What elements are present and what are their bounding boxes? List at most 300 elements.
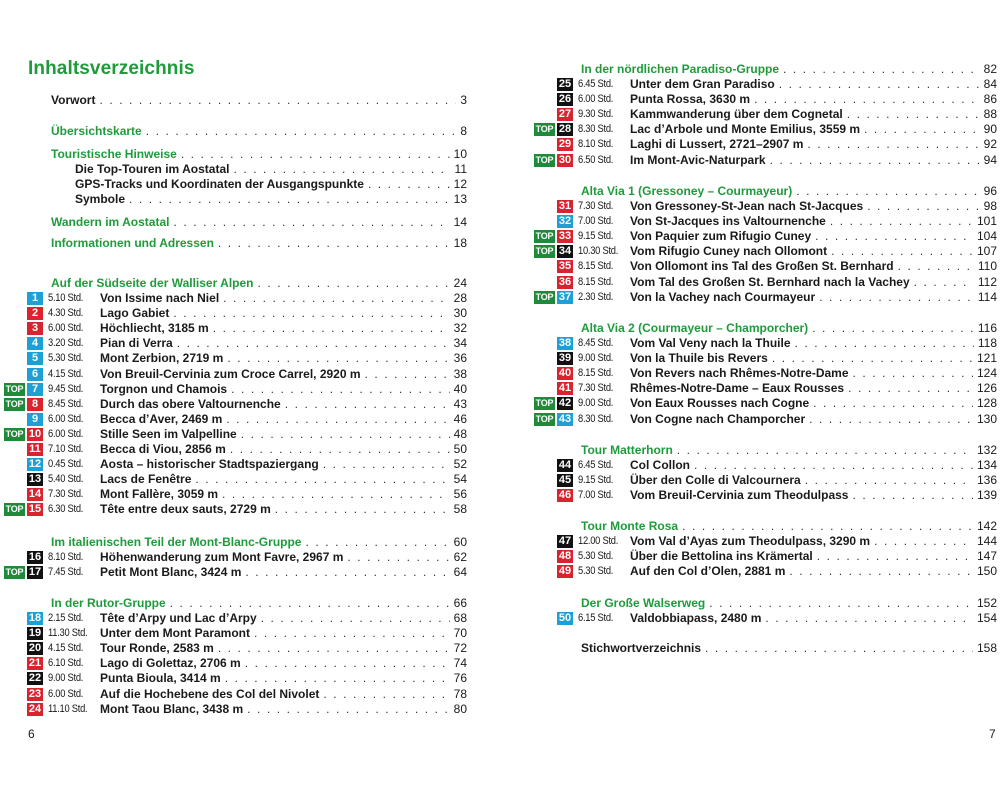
tour-entry[interactable]	[100, 321, 467, 336]
tour-entry-text: Von Cogne nach Champorcher	[630, 411, 806, 426]
tour-entry[interactable]	[630, 153, 997, 168]
tour-duration: 6.00 Std.	[48, 322, 84, 335]
tour-entry-page: 50	[453, 442, 467, 456]
dot-leader	[848, 381, 973, 396]
tour-entry[interactable]	[630, 92, 997, 107]
tour-number-badge: 33	[558, 230, 572, 243]
tour-entry[interactable]	[630, 488, 997, 503]
section-heading-page: 116	[977, 321, 997, 335]
tour-entry-page: 110	[977, 259, 997, 274]
tour-entry-page: 86	[983, 92, 997, 107]
tour-entry[interactable]	[630, 275, 997, 290]
section-heading-text: In der Rutor-Gruppe	[51, 596, 166, 610]
tour-entry[interactable]	[630, 137, 997, 152]
tour-number-badge: 21	[28, 657, 42, 670]
tour-entry[interactable]	[100, 397, 467, 412]
tour-entry-text: Vom Val Veny nach la Thuile	[630, 336, 791, 350]
dot-leader	[705, 641, 973, 656]
tour-entry-text: Von Issime nach Niel	[100, 291, 220, 305]
dot-leader	[173, 215, 449, 230]
section-heading-text: Tour Monte Rosa	[581, 519, 679, 533]
tour-entry-text: Von Breuil-Cervinia zum Croce Carrel, 2920 m	[100, 366, 361, 381]
tour-entry[interactable]	[100, 687, 467, 702]
tour-entry[interactable]	[630, 473, 997, 488]
dot-leader	[819, 290, 974, 305]
tour-entry[interactable]	[100, 550, 467, 565]
dot-leader	[170, 596, 450, 611]
tour-entry-text: Becca d’Aver, 2469 m	[100, 411, 223, 426]
tour-entry[interactable]	[630, 549, 997, 564]
dot-leader	[285, 397, 450, 412]
tour-entry[interactable]	[630, 458, 997, 473]
tour-number-badge: 34	[558, 245, 572, 258]
tour-number-badge: 7	[27, 383, 43, 396]
tour-duration: 7.30 Std.	[578, 382, 614, 395]
tour-entry[interactable]	[100, 502, 467, 517]
toc-entry-text: Die Top-Touren im Aostatal	[75, 162, 230, 176]
tour-number-badge: 27	[558, 108, 572, 121]
top-badge: TOP	[5, 504, 24, 515]
tour-entry-page: 84	[983, 77, 997, 91]
tour-number-badge: 4	[27, 337, 43, 350]
top-badge: TOP	[5, 398, 24, 409]
tour-entry[interactable]	[100, 336, 467, 351]
tour-entry-text: Unter dem Gran Paradiso	[630, 77, 775, 91]
tour-duration: 0.45 Std.	[48, 458, 84, 471]
dot-leader	[218, 236, 450, 251]
tour-entry-text: Mont Taou Blanc, 3438 m	[100, 701, 244, 716]
tour-duration: 8.45 Std.	[48, 397, 84, 410]
dot-leader	[754, 92, 980, 107]
tour-entry-page: 130	[976, 411, 997, 426]
tour-entry[interactable]	[100, 427, 467, 442]
tour-entry-text: Über den Colle di Valcournera	[630, 473, 801, 488]
section-heading[interactable]	[581, 519, 997, 534]
tour-duration: 8.15 Std.	[578, 367, 614, 380]
dot-leader	[914, 275, 974, 290]
tour-entry-page: 43	[453, 396, 467, 411]
toc-entry[interactable]	[51, 215, 467, 230]
tour-entry-text: Vom Tal des Großen St. Bernhard nach la Vachey	[630, 274, 910, 289]
tour-entry-text: Über die Bettolina ins Krämertal	[630, 549, 813, 564]
tour-entry-text: Lacs de Fenêtre	[100, 472, 192, 487]
tour-duration: 5.30 Std.	[578, 550, 614, 563]
dot-leader	[694, 458, 973, 473]
tour-entry-text: Lac d’Arbole und Monte Emilius, 3559 m	[630, 122, 861, 137]
section-heading[interactable]	[581, 62, 997, 77]
toc-entry-page: 12	[453, 177, 467, 191]
tour-number-badge: 50	[558, 612, 572, 624]
tour-entry[interactable]	[100, 367, 467, 382]
tour-entry-page: 34	[453, 336, 467, 351]
tour-entry-page: 121	[976, 351, 997, 366]
top-badge: TOP	[535, 398, 554, 409]
tour-entry[interactable]	[100, 565, 467, 580]
tour-entry-page: 38	[453, 366, 467, 381]
tour-entry[interactable]	[630, 244, 997, 259]
dot-leader	[225, 671, 450, 686]
dot-leader	[195, 472, 449, 487]
tour-entry[interactable]	[100, 306, 467, 321]
tour-entry-text: Laghi di Lussert, 2721–2907 m	[630, 137, 804, 152]
tour-entry[interactable]	[100, 487, 467, 502]
toc-entry-text: Touristische Hinweise	[51, 147, 177, 161]
tour-entry-text: Vom Rifugio Cuney nach Ollomont	[630, 244, 828, 259]
tour-entry[interactable]	[100, 412, 467, 427]
tour-entry-text: Kammwanderung über dem Cognetal	[630, 107, 843, 122]
tour-number-badge: 41	[558, 382, 572, 395]
tour-entry[interactable]	[630, 290, 997, 305]
tour-number-badge: 37	[558, 290, 572, 303]
tour-entry[interactable]	[100, 702, 467, 717]
tour-entry-text: Von St-Jacques ins Valtournenche	[630, 214, 826, 229]
tour-entry-page: 92	[983, 137, 997, 152]
tour-entry-page: 80	[453, 701, 467, 716]
dot-leader	[146, 124, 457, 139]
tour-entry-page: 46	[453, 411, 467, 426]
tour-number-badge: 6	[27, 368, 43, 381]
tour-duration: 5.40 Std.	[48, 473, 84, 486]
dot-leader	[254, 626, 450, 641]
dot-leader	[181, 147, 450, 162]
tour-entry[interactable]	[630, 366, 997, 381]
tour-number-badge: 30	[558, 153, 572, 166]
tour-number-badge: 17	[28, 566, 42, 579]
tour-entry-text: Höhenwanderung zum Mont Favre, 2967 m	[100, 550, 344, 564]
dot-leader	[874, 534, 973, 549]
tour-entry[interactable]	[100, 656, 467, 671]
tour-number-badge: 2	[27, 307, 43, 320]
top-badge: TOP	[535, 291, 554, 302]
tour-duration: 5.10 Std.	[48, 292, 84, 304]
tour-duration: 7.00 Std.	[578, 215, 614, 228]
tour-number-badge: 40	[558, 367, 572, 380]
toc-entry[interactable]	[51, 93, 467, 108]
tour-duration: 11.30 Std.	[48, 627, 88, 640]
tour-duration: 6.15 Std.	[578, 612, 614, 624]
dot-leader	[245, 565, 449, 580]
section-heading[interactable]	[581, 443, 997, 458]
toc-entry-page: 10	[453, 147, 467, 161]
tour-entry-text: Von la Thuile bis Revers	[630, 351, 768, 366]
tour-entry[interactable]	[630, 381, 997, 396]
tour-duration: 8.15 Std.	[578, 260, 614, 273]
dot-leader	[230, 442, 450, 457]
dot-leader	[223, 291, 449, 306]
tour-number-badge: 28	[558, 123, 572, 136]
tour-duration: 9.00 Std.	[578, 397, 614, 410]
section-heading-page: 96	[983, 184, 997, 198]
toc-entry-text: Übersichtskarte	[51, 124, 142, 138]
tour-entry-text: Becca di Viou, 2856 m	[100, 442, 226, 456]
tour-entry-page: 139	[976, 488, 997, 503]
tour-number-badge: 35	[558, 260, 572, 273]
toc-entry[interactable]	[75, 192, 467, 207]
tour-entry-page: 104	[976, 229, 997, 244]
dot-leader	[867, 199, 979, 214]
section-heading-page: 152	[976, 596, 997, 610]
tour-duration: 6.00 Std.	[48, 412, 84, 425]
section-heading-page: 82	[983, 62, 997, 76]
tour-entry[interactable]	[100, 641, 467, 656]
tour-duration: 6.45 Std.	[578, 78, 614, 90]
tour-entry[interactable]	[100, 472, 467, 487]
dot-leader	[177, 336, 450, 351]
tour-entry-page: 54	[453, 472, 467, 487]
top-badge: TOP	[535, 246, 554, 257]
tour-number-badge: 42	[558, 397, 572, 410]
tour-entry-text: Von Revers nach Rhêmes-Notre-Dame	[630, 366, 849, 381]
section-heading[interactable]	[581, 596, 997, 611]
tour-duration: 4.30 Std.	[48, 307, 84, 320]
tour-entry-text: Torgnon und Chamois	[100, 381, 228, 396]
tour-duration: 11.10 Std.	[48, 702, 88, 715]
tour-entry-page: 112	[977, 274, 997, 289]
tour-number-badge: 12	[28, 458, 42, 471]
tour-duration: 10.30 Std.	[578, 245, 619, 258]
tour-entry-page: 52	[453, 457, 467, 472]
tour-entry-text: Auf den Col d’Olen, 2881 m	[630, 564, 786, 579]
section-heading[interactable]	[51, 596, 467, 611]
tour-entry[interactable]	[630, 214, 997, 229]
section-heading-text: In der nördlichen Paradiso-Gruppe	[581, 62, 780, 76]
tour-duration: 5.30 Std.	[578, 565, 614, 578]
toc-entry-page: 18	[453, 236, 467, 250]
dot-leader	[247, 702, 450, 717]
dot-leader	[213, 321, 450, 336]
tour-duration: 6.00 Std.	[578, 93, 614, 106]
tour-entry[interactable]	[100, 626, 467, 641]
dot-leader	[765, 611, 973, 626]
tour-number-badge: 45	[558, 474, 572, 487]
section-heading-text: Auf der Südseite der Walliser Alpen	[51, 276, 254, 290]
dot-leader	[770, 153, 980, 168]
toc-entry[interactable]	[75, 177, 467, 192]
tour-entry-text: Von Eaux Rousses nach Cogne	[630, 396, 810, 411]
tour-entry-page: 72	[453, 641, 467, 656]
tour-entry-page: 78	[453, 686, 467, 701]
section-heading-text: Alta Via 1 (Gressoney – Courmayeur)	[581, 184, 793, 198]
dot-leader	[815, 229, 973, 244]
tour-duration: 2.30 Std.	[578, 290, 614, 303]
tour-entry-text: Von Paquier zum Rifugio Cuney	[630, 229, 812, 244]
page-number-right: 7	[989, 727, 996, 741]
tour-number-badge: 32	[558, 215, 572, 228]
section-heading[interactable]	[581, 184, 997, 199]
tour-number-badge: 11	[27, 443, 43, 456]
tour-duration: 9.15 Std.	[578, 474, 614, 487]
tour-entry[interactable]	[630, 412, 997, 427]
tour-number-badge: 9	[27, 413, 43, 426]
tour-duration: 7.00 Std.	[578, 489, 614, 502]
tour-entry[interactable]	[100, 382, 467, 397]
tour-duration: 6.00 Std.	[48, 427, 84, 440]
tour-entry[interactable]	[100, 442, 467, 457]
tour-duration: 8.10 Std.	[48, 551, 84, 563]
tour-entry[interactable]	[100, 351, 467, 366]
tour-entry-text: Im Mont-Avic-Naturpark	[630, 152, 766, 167]
tour-duration: 5.30 Std.	[48, 352, 84, 365]
tour-number-badge: 44	[558, 459, 572, 471]
dot-leader	[779, 77, 980, 92]
tour-entry-page: 56	[453, 487, 467, 502]
dot-leader	[830, 214, 973, 229]
tour-entry-text: Rhêmes-Notre-Dame – Eaux Rousses	[630, 381, 845, 396]
tour-entry-page: 90	[983, 122, 997, 137]
section-heading-page: 60	[453, 535, 467, 549]
tour-entry-page: 150	[976, 564, 997, 579]
tour-entry-page: 32	[453, 321, 467, 336]
tour-entry-text: Tour Ronde, 2583 m	[100, 641, 214, 656]
tour-entry[interactable]	[630, 396, 997, 411]
tour-entry[interactable]	[630, 611, 997, 626]
dot-leader	[709, 596, 973, 611]
section-heading-text: Alta Via 2 (Courmayeur – Champorcher)	[581, 321, 809, 335]
tour-entry-text: Unter dem Mont Paramont	[100, 626, 251, 641]
toc-entry[interactable]	[51, 147, 467, 162]
dot-leader	[807, 137, 979, 152]
tour-duration: 7.45 Std.	[48, 566, 84, 579]
tour-entry-text: Vom Breuil-Cervinia zum Theodulpass	[630, 488, 849, 503]
tour-entry-text: Col Collon	[630, 458, 690, 472]
section-heading-text: Der Große Walserweg	[581, 596, 706, 610]
tour-entry-text: Tête entre deux sauts, 2729 m	[100, 502, 271, 517]
tour-entry-page: 98	[983, 199, 997, 213]
tour-entry[interactable]	[630, 564, 997, 579]
tour-number-badge: 13	[28, 473, 42, 486]
dot-leader	[812, 321, 974, 336]
tour-entry-text: Valdobbiapass, 2480 m	[630, 611, 762, 625]
tour-entry[interactable]	[630, 77, 997, 92]
toc-entry[interactable]	[51, 124, 467, 139]
tour-number-badge: 23	[28, 687, 42, 700]
tour-number-badge: 5	[27, 352, 43, 365]
toc-entry[interactable]	[51, 236, 467, 251]
tour-entry-page: 101	[976, 214, 997, 229]
tour-entry[interactable]	[630, 259, 997, 274]
tour-duration: 7.30 Std.	[578, 200, 614, 212]
tour-entry-page: 70	[453, 626, 467, 641]
section-heading[interactable]	[51, 276, 467, 291]
tour-entry[interactable]	[630, 351, 997, 366]
tour-entry-text: Von la Vachey nach Courmayeur	[630, 289, 816, 304]
tour-entry-page: 147	[976, 549, 997, 564]
tour-entry-text: Mont Zerbion, 2719 m	[100, 351, 224, 366]
section-heading[interactable]	[581, 321, 997, 336]
tour-number-badge: 25	[558, 78, 572, 90]
tour-duration: 6.10 Std.	[48, 657, 84, 670]
tour-entry-page: 107	[976, 244, 997, 259]
tour-number-badge: 43	[558, 412, 572, 425]
toc-entry-index-text: Stichwortverzeichnis	[581, 641, 702, 655]
dot-leader	[226, 412, 449, 427]
tour-duration: 12.00 Std.	[578, 535, 619, 547]
dot-leader	[805, 473, 973, 488]
toc-entry-text: Informationen und Adressen	[51, 236, 214, 250]
tour-entry-text: Tête d’Arpy und Lac d’Arpy	[100, 611, 257, 625]
dot-leader	[258, 276, 450, 291]
top-badge: TOP	[5, 383, 24, 394]
tour-duration: 6.00 Std.	[48, 687, 84, 700]
tour-number-badge: 20	[28, 642, 42, 655]
tour-entry[interactable]	[630, 336, 997, 351]
tour-entry-text: Aosta – historischer Stadtspaziergang	[100, 457, 319, 472]
dot-leader	[261, 611, 450, 626]
tour-entry[interactable]	[100, 291, 467, 306]
section-heading-text: Im italienischen Teil der Mont-Blanc-Gruppe	[51, 535, 302, 549]
tour-entry[interactable]	[100, 611, 467, 626]
tour-entry[interactable]	[630, 229, 997, 244]
tour-number-badge: 39	[558, 352, 572, 365]
tour-entry[interactable]	[100, 671, 467, 686]
dot-leader	[323, 687, 449, 702]
tour-number-badge: 48	[558, 550, 572, 563]
dot-leader	[241, 427, 450, 442]
section-heading[interactable]	[51, 535, 467, 550]
tour-entry-text: Stille Seen im Valpelline	[100, 426, 237, 441]
top-badge: TOP	[535, 154, 554, 165]
tour-entry[interactable]	[630, 122, 997, 137]
tour-entry[interactable]	[630, 107, 997, 122]
dot-leader	[847, 107, 980, 122]
tour-entry[interactable]	[100, 457, 467, 472]
tour-number-badge: 18	[28, 612, 42, 624]
tour-entry-page: 94	[983, 152, 997, 167]
toc-entry-text: Vorwort	[51, 93, 96, 107]
toc-entry[interactable]	[75, 162, 467, 177]
tour-entry-text: Punta Bioula, 3414 m	[100, 671, 221, 686]
dot-leader	[898, 259, 974, 274]
tour-entry-page: 88	[983, 107, 997, 122]
dot-leader	[809, 412, 973, 427]
tour-number-badge: 26	[558, 93, 572, 106]
toc-entry-page: 13	[453, 192, 467, 206]
tour-entry-page: 74	[453, 656, 467, 671]
tour-entry-page: 64	[453, 565, 467, 580]
tour-entry[interactable]	[630, 199, 997, 214]
tour-entry-page: 136	[976, 473, 997, 488]
dot-leader	[682, 519, 973, 534]
tour-entry-text: Lago di Golettaz, 2706 m	[100, 656, 241, 671]
toc-entry-page: 11	[454, 162, 467, 176]
dot-leader	[795, 336, 974, 351]
toc-entry-page: 3	[460, 93, 467, 107]
dot-leader	[99, 93, 456, 108]
tour-number-badge: 29	[558, 138, 572, 151]
top-badge: TOP	[5, 567, 24, 578]
tour-number-badge: 1	[27, 292, 43, 305]
tour-number-badge: 47	[558, 535, 572, 547]
tour-entry-page: 144	[976, 534, 997, 548]
tour-entry-text: Höchliecht, 3185 m	[100, 321, 209, 336]
tour-duration: 4.15 Std.	[48, 367, 84, 380]
tour-entry-page: 134	[976, 458, 997, 472]
dot-leader	[173, 306, 449, 321]
dot-leader	[218, 641, 450, 656]
tour-entry-page: 76	[453, 671, 467, 686]
tour-duration: 8.15 Std.	[578, 275, 614, 288]
toc-entry-index[interactable]	[581, 641, 997, 656]
dot-leader	[275, 502, 450, 517]
tour-entry-page: 114	[977, 289, 997, 304]
tour-number-badge: 49	[558, 565, 572, 578]
tour-entry[interactable]	[630, 534, 997, 549]
tour-duration: 9.00 Std.	[578, 352, 614, 365]
dot-leader	[347, 550, 449, 565]
tour-number-badge: 19	[28, 627, 42, 640]
tour-duration: 8.45 Std.	[578, 337, 614, 349]
dot-leader	[831, 244, 973, 259]
